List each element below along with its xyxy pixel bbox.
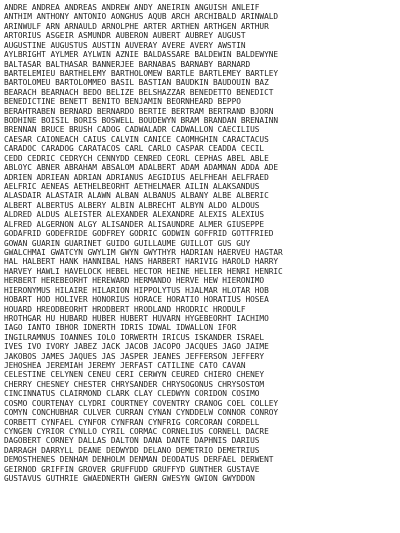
name-line: HAL HALBERT HANK HANNIBAL HANS HARBERT HARIVIG HAROLD HARRY — [4, 257, 279, 267]
name-line: BRENNAN BRUCE BRUSH CADOG CADWALADR CADWALLON CAECILIUS — [4, 125, 260, 135]
name-line: DAGOBERT CORNEY DALLAS DALTON DANA DANTE DAPHNIS DARIUS — [4, 436, 260, 446]
name-line: AELFRIC AENEAS AETHELBEORHT AETHELMAER AILIN ALAKSANDUS — [4, 182, 260, 192]
name-line: IVES IVO IVORY JABEZ JACK JACOB JACOPO JACQUES JAGO JAIME — [4, 342, 269, 352]
name-line: ANDRE ANDREA ANDREAS ANDREW ANDY ANEIRIN ANGUISH ANLEIF — [4, 3, 260, 12]
name-line: BARTOLOMEU BARTOLOMMEO BASIL BASTIAN BAUDKIN BAUDOUIN BAZ — [4, 78, 269, 88]
name-line: GOWAN GUARIN GUARINET GUIDO GUILLAUME GUILLOT GUS GUY — [4, 238, 251, 248]
name-line: CINCINNATUS CLAIRMOND CLARK CLAY CLEDWYN CORIDON COSIMO — [4, 389, 260, 399]
name-line: HROTHGAR HU HUBARD HUBER HUBERT HUVARN HYGEBEORHT IACHIMO — [4, 313, 269, 323]
name-line: CELESTINE CELYNEN CENEU CERI CERWYN CEURED CHIERO CHENEY — [4, 370, 265, 380]
name-line: BEARACH BEARNACH BEDO BELIZE BELSHAZZAR BENEDETTO BENEDICT — [4, 87, 274, 97]
name-line: ALDRED ALDUS ALEISTER ALEXANDER ALEXANDRE ALEXIS ALEXIUS — [4, 210, 265, 220]
name-line: GODAFRID GODEFRIDE GODFREY GODRIC GODWIN GOFFRID GOTTFRIED — [4, 229, 274, 239]
name-line: GUSTAVUS GUTHRIE GWAEDNERTH GWERN GWESYN GWION GWYDDON — [4, 474, 255, 484]
name-line: COSMO COURTENAY CLYDRI COURTNEY COVENTRY CRANOG COEL COLLEY — [4, 398, 279, 408]
name-line: JEHOSHEA JEREMIAH JEREMY JERFAST CATILINE CATO CAVAN — [4, 361, 246, 371]
name-line: AYLBRIGHT AYLMER AYLWIN AZNIE BALDASSARE BALDEWIN BALDEWYNE — [4, 50, 279, 60]
name-line: BERAHTRABEN BERNARD BERNARDO BERTIE BERTRAM BERTRAND BJORN — [4, 106, 274, 116]
name-line: CYNGEN CYRIOR CYNLLO CYRIL CORMAC CORNELIUS CORNELL DACRE — [4, 426, 269, 436]
name-line: CEDD CEDRIC CEDRYCH CENNYDD CENRED CEORL CEPHAS ABEL ABLE — [4, 153, 269, 163]
name-line: COMYN CONCHUBHAR CULVER CURRAN CYNAN CYNDDELW CONNOR CONROY — [4, 408, 279, 418]
name-line: BENEDICTINE BENETT BENITO BENJAMIN BEORNHEARD BEPPO — [4, 97, 241, 107]
name-line: DARRAGH DARRYLL DEANE DEDWYDD DELANO DEMETRIO DEMETRIUS — [4, 445, 260, 455]
name-line: DEMOSTHENES DENHAM DENHOLM DENMAN DEODATUS DERFAEL DERWENT — [4, 455, 274, 465]
name-line: ARINWULF ARN ARNAULD ARNOLPHE ARTER ARTHEN ARTHGEN ARTHUR — [4, 21, 269, 31]
name-line: ALBERT ALBERTUS ALBERY ALBIN ALBRECHT ALBYN ALDO ALDOUS — [4, 200, 260, 210]
name-line: ALASDAIR ALASTAIR ALAWN ALBAN ALBANUS ALBANY ALBE ALBERIC — [4, 191, 269, 201]
name-line: BALTASAR BALTHASAR BANNERJEE BARNABAS BARNABY BARNARD — [4, 59, 251, 69]
name-line: HARVEY HAWLI HAVELOCK HEBEL HECTOR HEINE HELIER HENRI HENRIC — [4, 266, 283, 276]
name-line: HIERONYMUS HILAIRE HILARION HIPPOLYTUS HJALMAR HLOTAR HOB — [4, 285, 269, 295]
name-line: GWALCHMAI GWATCYN GWYLIM GWYN GWYTHYR HADRIAN HAERVEU HAGTAR — [4, 247, 283, 257]
name-line: GEIRNOD GRIFFIN GROVER GRUFFUDD GRUFFYD GUNTHER GUSTAVE — [4, 464, 260, 474]
name-line: JAKOBOS JAMES JAQUES JAS JASPER JEANES JEFFERSON JEFFERY — [4, 351, 265, 361]
name-line: HERBERT HEREBEORHT HEREWARD HERMANDO HERVE HEW HIERONIMO — [4, 276, 265, 286]
name-line: ANTHIM ANTHONY ANTONIO AONGHUS AQUB ARCH ARCHIBALD ARINWALD — [4, 12, 279, 22]
name-line: ARTORIUS ASGEIR ASMUNDR AUBERON AUBERT AUBREY AUGUST — [4, 31, 246, 41]
name-line: HOBART HOD HOLIVER HONORIUS HORACE HORATIO HORATIUS HOSEA — [4, 295, 269, 305]
name-line: BARTELEMIEU BARTHELEMY BARTHOLOMEW BARTLE BARTLEMEY BARTLEY — [4, 68, 279, 78]
name-line: AUGUSTINE AUGUSTUS AUSTIN AUVERAY AVERE AVERY AWSTIN — [4, 40, 246, 50]
name-line: CARADOC CARADOG CARATACOS CARL CARLO CASPAR CEADDA CECIL — [4, 144, 265, 154]
name-line: IAGO IANTO IBHOR IDNERTH IDRIS IDWAL IDWALLON IFOR — [4, 323, 237, 333]
name-line: HOUARD HREODBEORHT HRODBERT HRODLAND HRODRIC HRODULF — [4, 304, 246, 314]
name-line: ADRIEN ADRIEAN ADRIAN ADRIANUS AEGIDIUS AELFHEAH AELFRAED — [4, 172, 269, 182]
name-line: BODHINE BOISIL BORIS BOSWELL BOUDEWYN BRAM BRANDAN BRENAINN — [4, 116, 279, 126]
name-line: CORBETT CYNFAEL CYNFOR CYNFRAN CYNFRIG CORCORAN CORDELL — [4, 417, 260, 427]
name-line: CAESAR CAIONEACH CAIUS CALVIN CANICE CAOMHGHIN CARACTACUS — [4, 134, 269, 144]
name-line: ALFRED ALGERNON ALGY ALISANDER ALISAUNDRE ALMER GIUSEPPE — [4, 219, 265, 229]
name-line: INGILRAMNUS IOANNES IOLO IORWERTH IRICUS ISKANDER ISRAEL — [4, 332, 265, 342]
name-line: CHERRY CHESNEY CHESTER CHRYSANDER CHRYSOGONUS CHRYSOSTOM — [4, 379, 265, 389]
name-line: ABLOYC ABNER ABRAHAM ABSALOM ADALBERT ADAM ADAMNAN ADDA ADE — [4, 163, 279, 173]
